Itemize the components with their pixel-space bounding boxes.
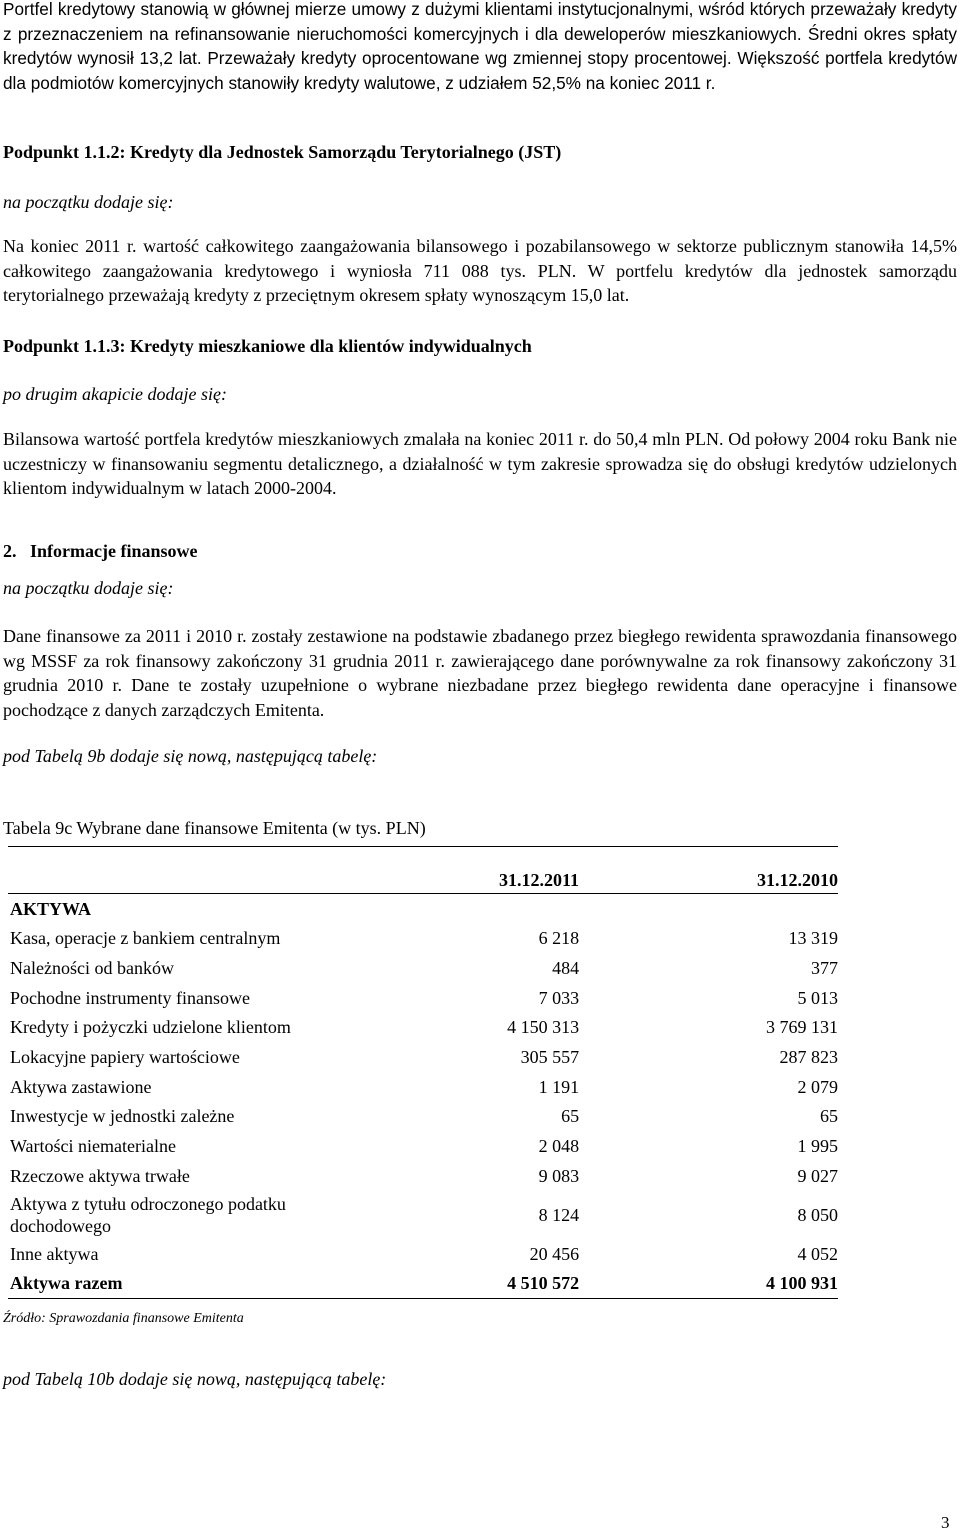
row-label: Należności od banków — [10, 958, 174, 979]
value-2011: 4 150 313 — [507, 1017, 580, 1038]
financial-table — [8, 846, 838, 1299]
section-label: AKTYWA — [10, 898, 92, 919]
value-2011: 65 — [561, 1106, 580, 1127]
value-2010: 8 050 — [797, 1204, 838, 1225]
row-label: Aktywa zastawione — [10, 1076, 152, 1097]
value-2010: 3 769 131 — [766, 1017, 838, 1038]
value-2011: 9 083 — [538, 1165, 580, 1186]
value-2010: 1 995 — [797, 1136, 838, 1157]
section-row-assets — [8, 894, 838, 925]
note-financial-info: na początku dodaje się: — [3, 578, 174, 598]
value-2011: 8 124 — [538, 1204, 580, 1225]
table-row — [8, 924, 838, 954]
table-row — [8, 1239, 838, 1269]
note-table-10b: pod Tabelą 10b dodaje się nową, następującą tabelę: — [3, 1369, 387, 1389]
note-jst: na początku dodaje się: — [3, 192, 174, 212]
total-2011: 4 510 572 — [445, 1269, 579, 1299]
table-header-row — [8, 867, 838, 894]
intro-paragraph: Portfel kredytowy stanowią w głównej mierze umowy z dużymi klientami instytucjonalnymi, wśród których przeważały kredyty z przeznaczeniem na refinansowanie nieruchomości komercyjnych i dla deweloperów mieszkaniowych. Średni okres spłaty kredytów wynosił 13,2 lat. Przeważały kredyty oprocentowane wg zmiennej stopy procentowej. Większość portfela kredytów dla podmiotów komercyjnych stanowiły kredyty walutowe, z udziałem 52,5% na koniec 2011 r. — [3, 0, 957, 93]
value-2011: 2 048 — [538, 1136, 580, 1157]
row-label: Wartości niematerialne — [10, 1136, 176, 1157]
value-2011: 6 218 — [538, 928, 580, 949]
paragraph-jst: Na koniec 2011 r. wartość całkowitego zaangażowania bilansowego i pozabilansowego w sektorze publicznym stanowiła 14,5% całkowitego zaangażowania kredytowego i wyniosła 711 088 tys. PLN. W portfelu kredytów dla jednostek samorządu terytorialnego przeważają kredyty z przeciętnym okresem spłaty wynoszącym 15,0 lat. — [3, 236, 957, 305]
table-row — [8, 983, 838, 1013]
total-label: Aktywa razem — [8, 1269, 445, 1299]
paragraph-financial-info: Dane finansowe za 2011 i 2010 r. zostały zestawione na podstawie zbadanego przez biegłego rewidenta sprawozdania finansowego wg MSSF za rok finansowy zakończony 31 grudnia 2011 r. zawierającego dane porównywalne za rok finansowy zakończony 31 grudnia 2010 r. Dane te zostały uzupełnione o wybrane niezbadane przez biegłego rewidenta dane operacyjne i finansowe pochodzące z danych zarządczych Emitenta. — [3, 626, 957, 720]
table-row — [8, 954, 838, 984]
table-row — [8, 1162, 838, 1192]
table-caption: Tabela 9c Wybrane dane finansowe Emitenta (w tys. PLN) — [3, 818, 426, 838]
table-row — [8, 1191, 838, 1239]
table-total-row — [8, 1269, 838, 1299]
row-label: Lokacyjne papiery wartościowe — [10, 1047, 240, 1068]
table-row — [8, 1013, 838, 1043]
row-label: Pochodne instrumenty finansowe — [10, 987, 250, 1008]
total-2010: 4 100 931 — [579, 1269, 838, 1299]
heading-jst: Podpunkt 1.1.2: Kredyty dla Jednostek Samorządu Terytorialnego (JST) — [3, 142, 562, 162]
table-row — [8, 1043, 838, 1073]
heading-financial-info: 2. Informacje finansowe — [3, 541, 198, 561]
value-2010: 9 027 — [797, 1165, 838, 1186]
value-2010: 287 823 — [779, 1047, 838, 1068]
column-header-2010: 31.12.2010 — [579, 867, 838, 894]
row-label — [8, 1191, 445, 1239]
table-top-rule — [8, 847, 838, 868]
row-label: Kredyty i pożyczki udzielone klientom — [10, 1017, 291, 1038]
note-mortgage: po drugim akapicie dodaje się: — [3, 384, 227, 404]
value-2011: 484 — [552, 958, 580, 979]
note-table-9b: pod Tabelą 9b dodaje się nową, następującą tabelę: — [3, 746, 378, 766]
value-2011: 1 191 — [538, 1076, 580, 1097]
table-row — [8, 1132, 838, 1162]
column-header-2011: 31.12.2011 — [445, 867, 579, 894]
row-label: Inwestycje w jednostki zależne — [10, 1106, 235, 1127]
value-2010: 65 — [820, 1106, 838, 1127]
value-2011: 305 557 — [520, 1047, 580, 1068]
page-number: 3 — [941, 1513, 950, 1532]
value-2010: 2 079 — [797, 1076, 838, 1097]
table-row — [8, 1102, 838, 1132]
value-2010: 377 — [811, 958, 838, 979]
value-2011: 20 456 — [529, 1243, 580, 1264]
value-2011: 7 033 — [538, 987, 580, 1008]
paragraph-mortgage: Bilansowa wartość portfela kredytów mieszkaniowych zmalała na koniec 2011 r. do 50,4 mln PLN. Od połowy 2004 roku Bank nie uczestniczy w finansowaniu segmentu detalicznego, a działalność w tym zakresie sprowadza się do obsługi kredytów udzielonych klientom indywidualnym w latach 2000-2004. — [3, 429, 957, 498]
value-2010: 4 052 — [797, 1243, 838, 1264]
value-2010: 13 319 — [788, 928, 838, 949]
table-source: Źródło: Sprawozdania finansowe Emitenta — [3, 1311, 244, 1326]
row-label: Kasa, operacje z bankiem centralnym — [10, 928, 281, 949]
table-row — [8, 1072, 838, 1102]
row-label: Inne aktywa — [10, 1243, 99, 1264]
row-label: Rzeczowe aktywa trwałe — [10, 1165, 190, 1186]
row-label-text: Aktywa z tytułu odroczonego podatku dochodowego — [10, 1194, 286, 1237]
heading-mortgage: Podpunkt 1.1.3: Kredyty mieszkaniowe dla klientów indywidualnych — [3, 336, 532, 356]
value-2010: 5 013 — [797, 987, 838, 1008]
